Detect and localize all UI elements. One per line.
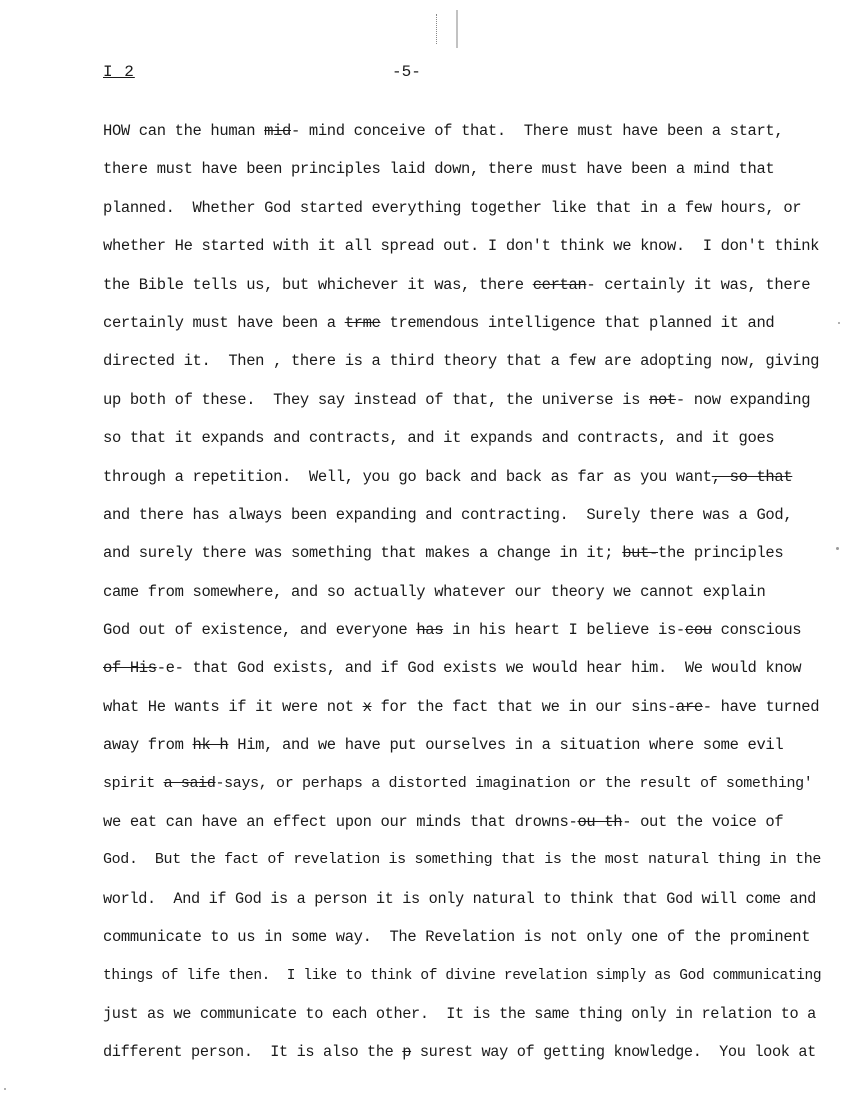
line-segment: and surely there was something that makes a change in it; (103, 544, 623, 563)
line-segment: - now expanding (675, 390, 811, 409)
line-segment: HOW can the human (103, 122, 265, 140)
text-line (103, 425, 813, 463)
text-line (103, 387, 813, 425)
text-line (103, 655, 813, 693)
struck-text: not (649, 390, 676, 409)
text-line (103, 847, 822, 885)
text-line (103, 579, 813, 617)
text-line (103, 310, 813, 348)
line-segment: just as we communicate to each other. It is the same thing only in relation to a (103, 1004, 816, 1023)
line-segment: tremendous intelligence that planned it and (380, 313, 775, 332)
line-segment: spirit (103, 774, 164, 792)
line-segment: - out the voice of (622, 813, 784, 832)
line-segment: God out of existence, and everyone (103, 621, 417, 640)
line-segment: -says, or perhaps a distorted imagination or the result of something' (215, 774, 813, 792)
paper-speck (838, 322, 840, 324)
text-line (103, 348, 820, 386)
line-segment: came from somewhere, and so actually whatever our theory we cannot explain (103, 582, 766, 601)
line-segment: planned. Whether God started everything together like that in a few hours, or (103, 198, 802, 217)
page-number: -5- (392, 63, 421, 81)
text-line (103, 694, 820, 732)
text-line (103, 502, 813, 540)
line-segment: the Bible tells us, but whichever it was, there (103, 275, 533, 294)
line-segment: different person. It is also the (103, 1043, 403, 1062)
paper-speck (4, 1088, 6, 1090)
text-line (103, 118, 813, 156)
struck-text: , so that (711, 467, 793, 486)
text-line (103, 1039, 816, 1077)
line-segment: for the fact that we in our sins- (371, 697, 676, 716)
text-line (103, 809, 813, 847)
struck-text: ou th (577, 813, 623, 832)
struck-text: has (416, 621, 444, 640)
text-line (103, 963, 822, 1001)
line-segment: - have turned (702, 697, 820, 716)
line-segment: whether He started with it all spread out. I don't think we know. I don't think (103, 237, 820, 256)
text-line (103, 540, 813, 578)
text-line (103, 156, 813, 194)
line-segment: surest way of getting knowledge. You look at (411, 1043, 816, 1062)
binding-mark (456, 10, 459, 48)
struck-text: are (675, 697, 703, 716)
text-line (103, 886, 816, 924)
line-segment: there must have been principles laid down, there must have been a mind that (103, 160, 775, 179)
line-segment: communicate to us in some way. The Revelation is not only one of the prominent (103, 928, 811, 947)
struck-text: a said (163, 774, 216, 792)
struck-text: trme (344, 313, 381, 332)
struck-text: but- (622, 544, 659, 563)
text-line (103, 617, 813, 655)
struck-text: x (362, 697, 372, 716)
line-segment: -e- that God exists, and if God exists we would hear him. We would know (156, 659, 802, 678)
text-line (103, 272, 813, 310)
line-segment: - mind conceive of that. There must have been a start, (291, 122, 784, 140)
page-identifier: I 2 (103, 63, 135, 81)
line-segment: away from (103, 736, 193, 755)
line-segment: directed it. Then , there is a third theory that a few are adopting now, giving (103, 352, 820, 371)
text-line (103, 1001, 816, 1039)
line-segment: through a repetition. Well, you go back and back as far as you want (103, 467, 712, 486)
line-segment: the principles (658, 544, 784, 563)
struck-text: of His (103, 659, 157, 678)
line-segment: what He wants if it were not (103, 697, 363, 716)
text-line (103, 732, 813, 770)
text-line (103, 195, 813, 233)
line-segment: God. But the fact of revelation is something that is the most natural thing in the (103, 851, 822, 869)
line-segment: conscious (711, 621, 802, 640)
line-segment: things of life then. I like to think of divine revelation simply as God communicating (103, 967, 822, 984)
typed-body-text (103, 118, 822, 1078)
paper-speck (836, 547, 839, 550)
struck-text: certan (532, 275, 587, 294)
text-line (103, 771, 813, 809)
binding-mark (436, 14, 438, 44)
struck-text: p (402, 1043, 412, 1062)
line-segment: we eat can have an effect upon our minds that drowns- (103, 813, 578, 832)
line-segment: world. And if God is a person it is only natural to think that God will come and (103, 889, 816, 908)
line-segment: - certainly it was, there (586, 275, 811, 294)
text-line (103, 924, 813, 962)
struck-text: mid (264, 122, 291, 140)
text-line (103, 464, 813, 502)
struck-text: hk h (192, 736, 229, 755)
text-line (103, 233, 820, 271)
line-segment: certainly must have been a (103, 313, 345, 332)
line-segment: in his heart I believe is- (443, 621, 685, 640)
line-segment: and there has always been expanding and contracting. Surely there was a God, (103, 505, 793, 524)
line-segment: so that it expands and contracts, and it expands and contracts, and it goes (103, 429, 775, 448)
struck-text: cou (684, 621, 712, 640)
line-segment: up both of these. They say instead of that, the universe is (103, 390, 650, 409)
line-segment: Him, and we have put ourselves in a situation where some evil (228, 736, 784, 755)
